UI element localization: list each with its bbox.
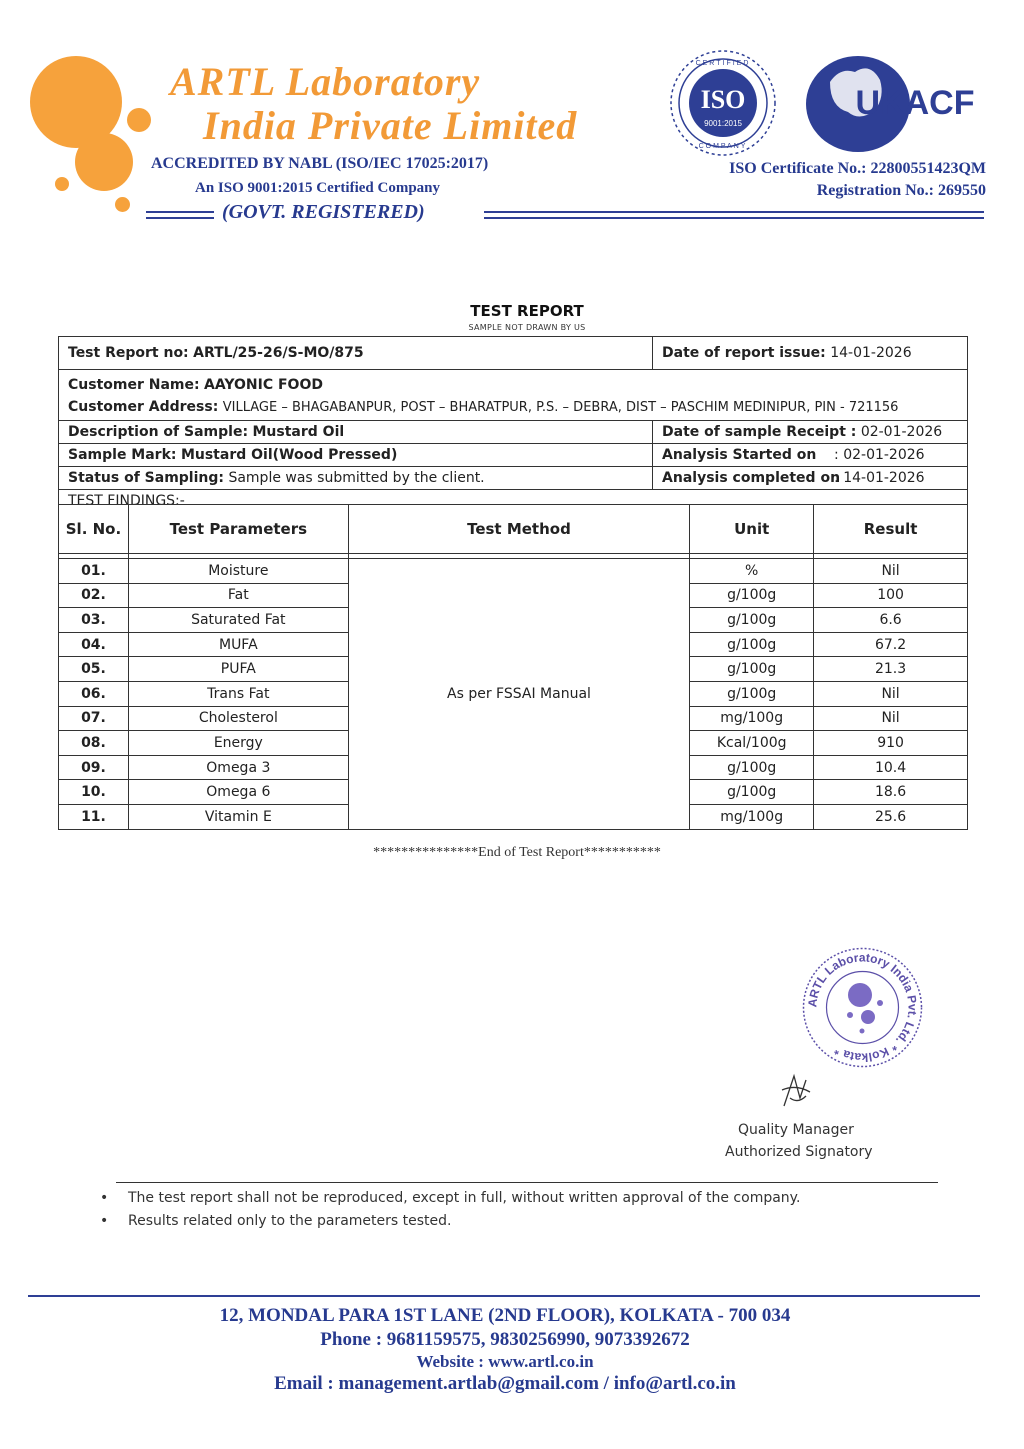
sample-mark-value: Mustard Oil(Wood Pressed) [180,447,398,463]
row-test-parameter: Trans Fat [128,681,348,706]
footer-email: Email : management.artlab@gmail.com / info@artl.co.in [274,1373,736,1394]
footer-phone: Phone : 9681159575, 9830256990, 9073392672 [320,1329,690,1350]
row-sl-no: 08. [59,731,129,756]
header-test-parameters: Test Parameters [128,505,348,554]
header-rule-left-1 [146,211,214,213]
iso-company-text: An ISO 9001:2015 Certified Company [195,180,441,196]
report-subtitle: SAMPLE NOT DRAWN BY US [468,323,586,332]
row-test-parameter: Omega 6 [128,780,348,805]
receipt-date-label: Date of sample Receipt : [662,424,857,440]
test-findings-table [58,504,968,830]
row-result: Nil [814,559,968,584]
analysis-completed-value: : 14-01-2026 [834,470,925,486]
row-result: 25.6 [814,804,968,829]
row-result: 910 [814,731,968,756]
row-unit: g/100g [690,681,814,706]
issue-date-value: 14-01-2026 [830,345,912,361]
signature-mark [776,1068,816,1110]
ukacf-text: UKACF [855,84,975,122]
row-test-parameter: Saturated Fat [128,608,348,633]
description-cell [59,421,653,444]
disclaimer-2-text: Results related only to the parameters tested. [128,1213,452,1229]
row-unit: g/100g [690,780,814,805]
disclaimer-1 [100,1190,800,1206]
analysis-completed-label: Analysis completed on [662,470,841,486]
row-test-parameter: PUFA [128,657,348,682]
receipt-date-value: 02-01-2026 [860,424,943,440]
customer-name-label: Customer Name: [68,377,200,393]
bullet-1: • [100,1190,109,1206]
test-method-cell: As per FSSAI Manual [348,559,690,830]
row-test-parameter: Moisture [128,559,348,584]
iso-seal-icon [668,48,778,158]
analysis-started-label: Analysis Started on [662,447,817,463]
row-unit: g/100g [690,632,814,657]
sample-mark-cell [59,444,653,467]
footer-rule [28,1295,980,1297]
header-test-method: Test Method [348,505,690,554]
analysis-started-value: : 02-01-2026 [834,447,925,463]
row-result: 10.4 [814,755,968,780]
row-result: Nil [814,706,968,731]
header-sl-no: Sl. No. [59,505,129,554]
customer-address-value: VILLAGE – BHAGABANPUR, POST – BHARATPUR, P.S. – DEBRA, DIST – PASCHIM MEDINIPUR, PIN - 721156 [222,400,899,415]
status-label: Status of Sampling: [68,470,224,486]
row-unit: g/100g [690,755,814,780]
row-sl-no: 10. [59,780,129,805]
row-sl-no: 01. [59,559,129,584]
row-test-parameter: Omega 3 [128,755,348,780]
row-sl-no: 03. [59,608,129,633]
header-result: Result [814,505,968,554]
disclaimer-1-text: The test report shall not be reproduced, except in full, without written approval of the company. [128,1190,801,1206]
company-name-line2: India Private Limited [203,103,578,148]
row-result: 18.6 [814,780,968,805]
logo-dot-medium [75,133,133,191]
sample-mark-label: Sample Mark: [68,447,177,463]
row-result: 100 [814,583,968,608]
report-title: TEST REPORT [470,302,584,320]
header-rule-right-1 [484,211,984,213]
header-rule-left-2 [146,217,214,219]
row-result: Nil [814,681,968,706]
status-value: Sample was submitted by the client. [228,470,485,486]
row-sl-no: 11. [59,804,129,829]
row-test-parameter: Fat [128,583,348,608]
disclaimer-rule [116,1182,938,1183]
row-unit: mg/100g [690,804,814,829]
analysis-completed-cell [653,467,968,490]
issue-date-label: Date of report issue: [662,345,826,361]
row-result: 21.3 [814,657,968,682]
company-stamp [800,945,925,1070]
iso-seal-text: ISO [700,85,746,114]
report-info-table [58,336,968,512]
row-sl-no: 07. [59,706,129,731]
findings-body [59,554,968,830]
report-no-label: Test Report no: [68,345,189,361]
report-no-value: ARTL/25-26/S-MO/875 [193,345,364,361]
row-sl-no: 02. [59,583,129,608]
receipt-date-cell [653,421,968,444]
company-name-line1: ARTL Laboratory [170,59,481,104]
stamp-ring-text: ARTL Laboratory India Pvt. Ltd. * Kolkata * [805,950,920,1065]
footer-website: Website : www.artl.co.in [416,1352,594,1371]
row-unit: g/100g [690,608,814,633]
iso-seal-sub: 9001:2015 [704,119,742,128]
description-label: Description of Sample: [68,424,249,440]
row-test-parameter: Vitamin E [128,804,348,829]
row-sl-no: 06. [59,681,129,706]
row-sl-no: 04. [59,632,129,657]
row-unit: g/100g [690,657,814,682]
status-cell [59,467,653,490]
bullet-2: • [100,1213,109,1229]
row-sl-no: 09. [59,755,129,780]
end-of-report: ***************End of Test Report*********** [373,845,661,860]
registration-number: Registration No.: 269550 [816,182,986,199]
disclaimer-2 [100,1213,451,1229]
signatory-role: Authorized Signatory [725,1144,873,1160]
svg-text:ARTL Laboratory India Pvt. Ltd [805,950,919,1064]
iso-certificate-number: ISO Certificate No.: 22800551423QM [729,160,986,177]
accreditation-text: ACCREDITED BY NABL (ISO/IEC 17025:2017) [151,155,489,172]
customer-address-label: Customer Address: [68,399,219,415]
issue-date-cell [653,337,968,370]
customer-name-value: AAYONIC FOOD [204,377,323,393]
signatory-title: Quality Manager [738,1122,854,1138]
analysis-started-cell [653,444,968,467]
row-unit: g/100g [690,583,814,608]
ukacf-logo [800,52,990,157]
header-rule-right-2 [484,217,984,219]
customer-cell [59,370,968,421]
findings-label: TEST FINDINGS:- [68,493,185,509]
logo-dot-tiny-2 [115,197,130,212]
header-unit: Unit [690,505,814,554]
row-unit: % [690,559,814,584]
row-test-parameter: Cholesterol [128,706,348,731]
logo-dot-tiny [55,177,69,191]
row-test-parameter: Energy [128,731,348,756]
footer-address: 12, MONDAL PARA 1ST LANE (2ND FLOOR), KOLKATA - 700 034 [219,1305,791,1326]
row-unit: mg/100g [690,706,814,731]
row-sl-no: 05. [59,657,129,682]
report-no-cell [59,337,653,370]
iso-seal-ring-bottom: COMPANY [698,143,748,150]
row-result: 67.2 [814,632,968,657]
row-result: 6.6 [814,608,968,633]
row-test-parameter: MUFA [128,632,348,657]
table-row [59,559,968,584]
row-unit: Kcal/100g [690,731,814,756]
logo-dot-small [127,108,151,132]
iso-seal-ring-top: CERTIFIED [695,60,751,67]
description-value: Mustard Oil [252,424,345,440]
govt-registered: (GOVT. REGISTERED) [222,201,425,223]
